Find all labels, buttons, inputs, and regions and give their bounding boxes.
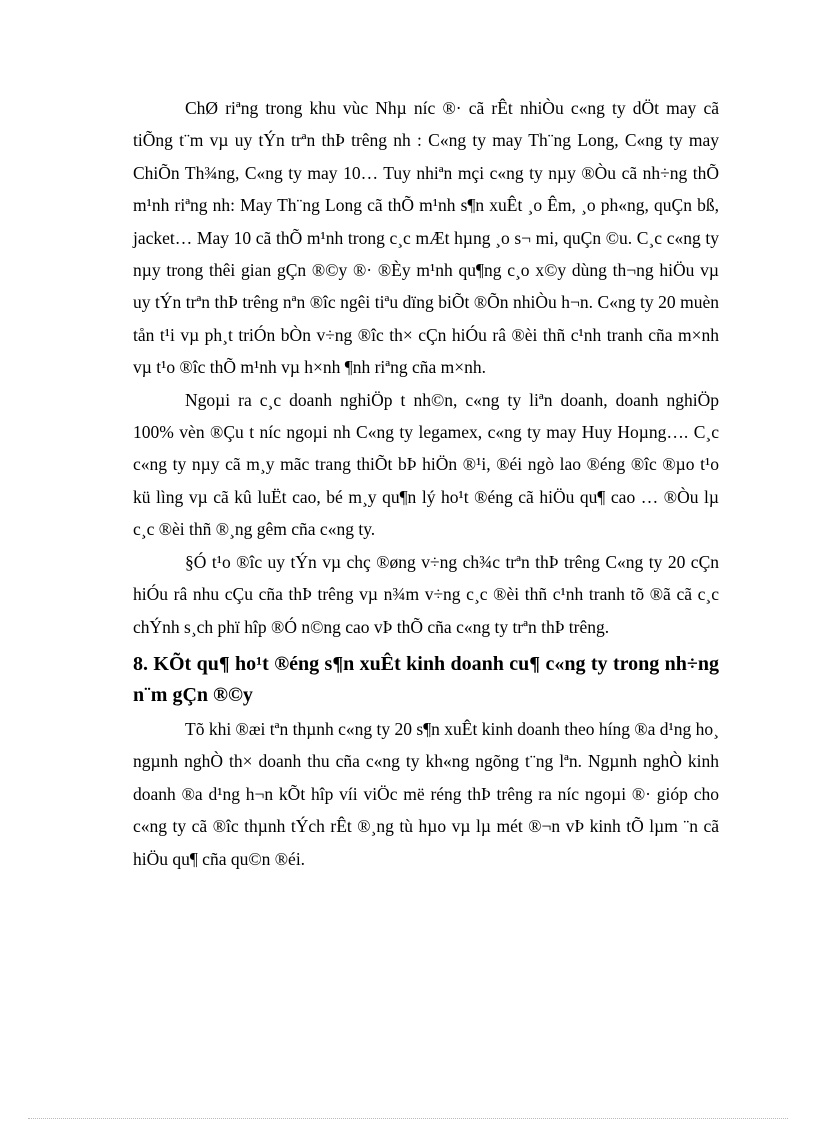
- paragraph-private-competitors: Ngoµi ra c¸c doanh nghiÖp t nh©n, c«ng ty liªn doanh, doanh nghiÖp 100% vèn ®Çu t níc ngoµi nh C«ng ty legamex, c«ng ty may Huy Hoµng…. C¸c c«ng ty nµy cã m¸y mãc trang thiÕt bÞ hiÖn ®¹i, ®éi ngò lao ®éng ®îc ®µo t¹o kü lìng vµ cã kû luËt cao, bé m¸y qu¶n lý ho¹t ®éng cã hiÖu qu¶ cao … ®Òu lµ c¸c ®èi thñ ®¸ng gêm cña c«ng ty.: [133, 389, 719, 540]
- paragraph-domestic-competitors: ChØ riªng trong khu vùc Nhµ níc ®· cã rÊt nhiÒu c«ng ty dÖt may cã tiÕng t¨m vµ uy tÝn trªn thÞ trêng nh : C«ng ty may Th¨ng Long, C«ng ty may ChiÕn Th¾ng, C«ng ty may 10… Tuy nhiªn mçi c«ng ty nµy ®Òu cã nh÷ng thÕ m¹nh riªng nh: May Th¨ng Long cã thÕ m¹nh s¶n xuÊt ¸o Êm, ¸o ph«ng, quÇn bß, jacket… May 10 cã thÕ m¹nh trong c¸c mÆt hµng ¸o s¬ mi, quÇn ©u. C¸c c«ng ty nµy trong thêi gian gÇn ®©y ®· ®Èy m¹nh qu¶ng c¸o x©y dùng th¬ng hiÖu vµ uy tÝn trªn thÞ trêng nªn ®îc ngêi tiªu dïng biÕt ®Õn nhiÒu h¬n. C«ng ty 20 muèn tån t¹i vµ ph¸t triÓn bÒn v÷ng ®îc th× cÇn hiÓu râ ®èi thñ c¹nh tranh cña m×nh vµ t¹o ®îc thÕ m¹nh vµ h×nh ¶nh riªng cña m×nh.: [133, 98, 719, 378]
- section-heading: 8. KÕt qu¶ ho¹t ®éng s¶n xuÊt kinh doanh cu¶ c«ng ty trong nh÷ng n¨m gÇn ®©y: [133, 652, 719, 706]
- document-body: [133, 92, 719, 875]
- paragraph-market-position: §Ó t¹o ®îc uy tÝn vµ chç ®øng v÷ng ch¾c trªn thÞ trêng C«ng ty 20 cÇn hiÓu râ nhu cÇu cña thÞ trêng vµ n¾m v÷ng c¸c ®èi thñ c¹nh tranh tõ ®ã cã c¸c chÝnh s¸ch phï hîp ®Ó n©ng cao vÞ thÕ cña c«ng ty trªn thÞ trêng.: [133, 551, 719, 637]
- page-bottom-divider: [28, 1118, 788, 1119]
- paragraph-business-results: Tõ khi ®æi tªn thµnh c«ng ty 20 s¶n xuÊt kinh doanh theo híng ®a d¹ng ho¸ ngµnh nghÒ th× doanh thu cña c«ng ty kh«ng ngõng t¨ng lªn. Ngµnh nghÒ kinh doanh ®a d¹ng h¬n kÕt hîp víi viÖc më réng thÞ trêng ra níc ngoµi ®· gióp cho c«ng ty cã ®îc thµnh tÝch rÊt ®¸ng tù hµo vµ lµ mét ®¬n vÞ kinh tÕ lµm ¨n cã hiÖu qu¶ cña qu©n ®éi.: [133, 718, 719, 869]
